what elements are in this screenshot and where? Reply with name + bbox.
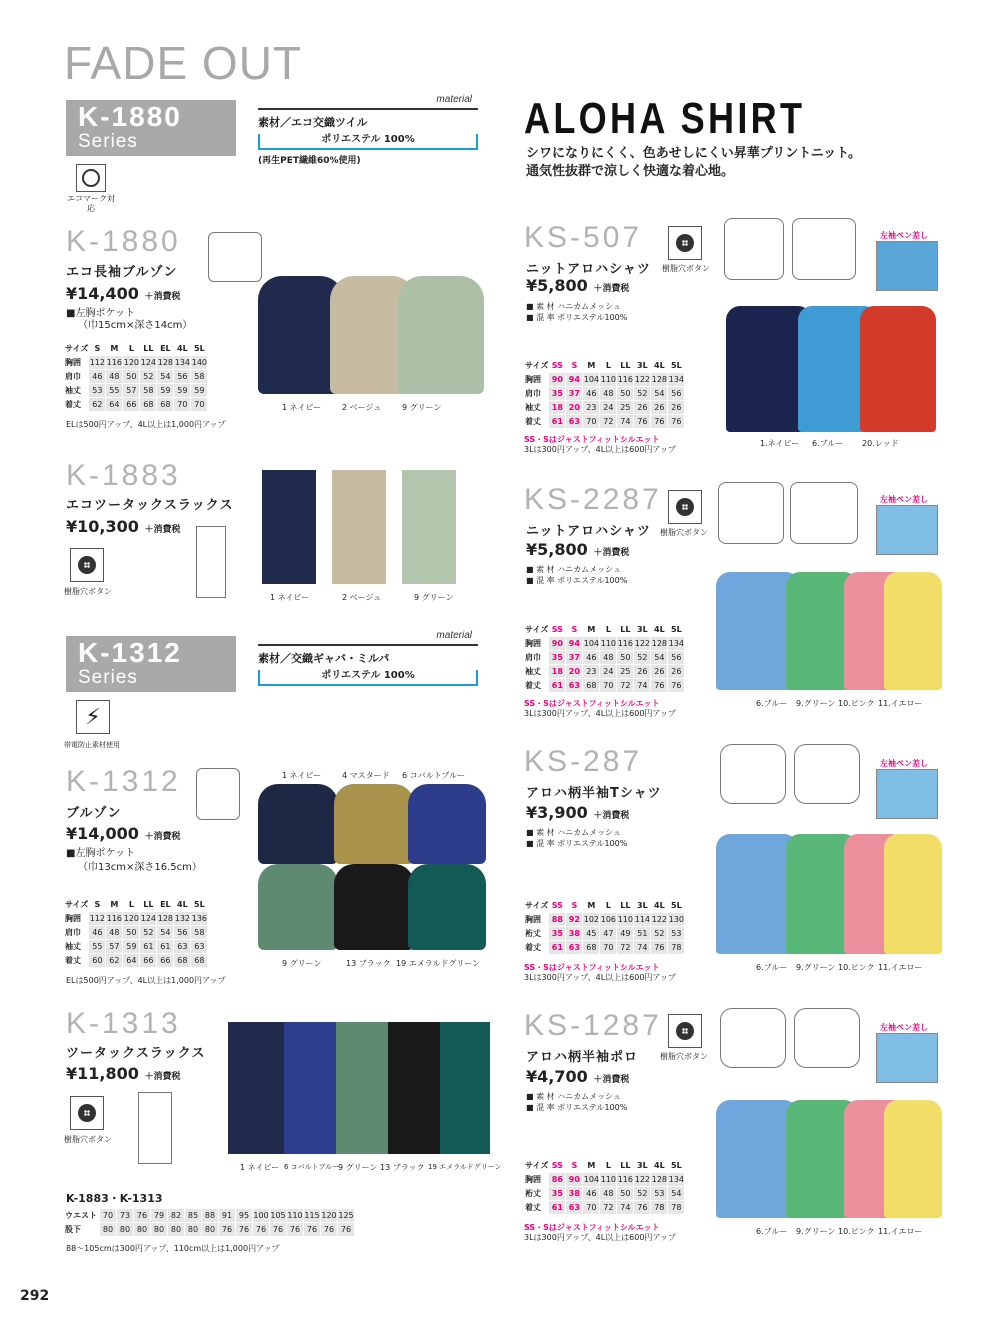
jacket-green — [258, 864, 338, 950]
color-label: 11.イエロー — [878, 1227, 923, 1236]
pants-sketch — [196, 526, 226, 598]
button-icon — [668, 490, 702, 524]
size-table-k1880: サイズ S M L LL EL 4L 5L 胸囲 112 116 120 124 128 134 140 肩巾 46 48 50 52 54 56 58 袖丈 53 55 57 58 59 59 59 着丈 62 64 66 68 68 70 70 — [65, 344, 208, 409]
shirt-sketch-front — [720, 744, 786, 804]
color-label: 9.グリーン — [796, 699, 836, 708]
antistatic-label: 帯電防止素材使用 — [64, 741, 120, 749]
color-label: 1.ネイビー — [760, 439, 800, 448]
series-label: Series — [78, 131, 138, 152]
size-table-ks1287: サイズ SS S M L LL 3L 4L 5L 胸囲 86 90 104 110 116 122 128 134 裄丈 35 38 46 48 50 52 53 54 着丈 61 63 70 72 74 76 78 78 — [525, 1161, 685, 1212]
material-box-k1880 — [258, 94, 478, 166]
product-name: ブルゾン — [66, 806, 122, 821]
shirt-sketch-front — [718, 482, 784, 544]
button-label: 樹脂穴ボタン — [64, 587, 112, 596]
product-name: ニットアロハシャツ — [526, 524, 651, 539]
pants-beige — [332, 470, 386, 584]
material-tag: material — [436, 630, 472, 641]
series-code: K-1312 — [78, 637, 182, 668]
eco-mark-label: エコマーク対応 — [67, 194, 115, 213]
material-text: 素材／交織ギャバ・ミルパ — [258, 652, 390, 665]
product-price: ¥3,900 ＋消費税 — [526, 803, 630, 822]
product-code: K-1883 — [66, 459, 181, 492]
color-label: 1 ネイビー — [270, 593, 310, 602]
pants-cobalt — [284, 1022, 336, 1154]
composition: ポリエステル 100% — [258, 134, 478, 150]
button-icon — [668, 226, 702, 260]
color-label: 2 ベージュ — [342, 593, 382, 602]
product-price: ¥4,700 ＋消費税 — [526, 1067, 630, 1086]
shirt-yellow — [884, 1100, 942, 1218]
material-line: ■ 混 率 ポリエステル100% — [526, 313, 628, 322]
pants-note: 88〜105cmは300円アップ、110cm以上は1,000円アップ — [66, 1244, 280, 1253]
color-label: 6.ブルー — [756, 1227, 788, 1236]
size-note: 3Lは300円アップ、4L以上は600円アップ — [524, 973, 676, 982]
color-label: 6 コバルトブルー — [402, 771, 466, 780]
color-label: 1 ネイビー — [282, 403, 322, 412]
fit-note: SS・Sはジャストフィットシルエット — [524, 699, 660, 708]
eco-mark-icon — [76, 164, 106, 192]
product-price: ¥10,300 ＋消費税 — [66, 517, 181, 536]
jacket-emerald — [408, 864, 486, 950]
pocket-size: （巾15cm×深さ14cm） — [78, 320, 193, 331]
pants-sketch — [138, 1092, 172, 1164]
pants-navy — [262, 470, 316, 584]
sleeve-detail — [876, 505, 938, 555]
fit-note: SS・Sはジャストフィットシルエット — [524, 435, 660, 444]
color-label: 9 グリーン — [414, 593, 454, 602]
button-label: 樹脂穴ボタン — [660, 528, 708, 537]
jacket-navy — [258, 784, 338, 864]
product-name: ツータックスラックス — [66, 1046, 206, 1061]
material-line: ■ 素 材 ハニカムメッシュ — [526, 565, 622, 574]
material-line: ■ 混 率 ポリエステル100% — [526, 576, 628, 585]
button-icon — [70, 1096, 104, 1130]
color-label: 9 グリーン — [338, 1163, 378, 1172]
product-price: ¥14,000 ＋消費税 — [66, 824, 181, 843]
pants-emerald — [440, 1022, 490, 1154]
series-code: K-1880 — [78, 101, 182, 132]
color-label: 13 ブラック — [346, 959, 391, 968]
product-name: エコ長袖ブルゾン — [66, 265, 178, 280]
color-label: 6.ブルー — [756, 699, 788, 708]
button-icon — [70, 548, 104, 582]
material-note: (再生PET繊維60%使用) — [258, 156, 361, 166]
fit-note: SS・Sはジャストフィットシルエット — [524, 1223, 660, 1232]
material-line: ■ 素 材 ハニカムメッシュ — [526, 828, 622, 837]
product-code: KS-2287 — [524, 483, 662, 516]
pen-label: 左袖ペン差し — [880, 495, 928, 504]
size-table-ks507: サイズ SS S M L LL 3L 4L 5L 胸囲 90 94 104 110 116 122 128 134 肩巾 35 37 46 48 50 52 54 56 袖丈 18 20 23 24 25 26 26 26 着丈 61 63 70 72 74 76 76 76 — [525, 361, 685, 426]
product-code: K-1313 — [66, 1007, 181, 1040]
color-label: 19 エメラルドグリーン — [428, 1163, 502, 1171]
jacket-green — [398, 276, 484, 394]
pocket-size: （巾13cm×深さ16.5cm） — [78, 862, 202, 873]
series-badge-k1880 — [66, 100, 236, 156]
button-icon — [668, 1014, 702, 1048]
pants-table-title: K-1883・K-1313 — [66, 1192, 163, 1205]
aloha-title: ALOHA SHIRT — [524, 94, 806, 143]
product-code: KS-507 — [524, 221, 643, 254]
color-label: 6.ブルー — [756, 963, 788, 972]
pants-green — [336, 1022, 390, 1154]
color-label: 10.ピンク — [838, 1227, 875, 1236]
product-price: ¥5,800 ＋消費税 — [526, 276, 630, 295]
pen-label: 左袖ペン差し — [880, 759, 928, 768]
color-label: 9.グリーン — [796, 963, 836, 972]
aloha-desc2: 通気性抜群で涼しく快適な着心地。 — [526, 164, 735, 179]
pen-label: 左袖ペン差し — [880, 1023, 928, 1032]
jacket-sketch — [196, 768, 240, 820]
shirt-sketch-back — [792, 218, 856, 280]
color-label: 10.ピンク — [838, 699, 875, 708]
series-badge-k1312 — [66, 636, 236, 692]
jacket-black — [334, 864, 414, 950]
product-name: アロハ柄半袖Tシャツ — [526, 786, 662, 801]
product-code: K-1312 — [66, 765, 181, 798]
material-box-k1312 — [258, 630, 478, 686]
page-number: 292 — [20, 1288, 50, 1304]
size-table-k1312: サイズ S M L LL EL 4L 5L 胸囲 112 116 120 124 128 132 136 肩巾 46 48 50 52 54 56 58 袖丈 55 57 59 61 61 63 63 着丈 60 62 64 66 66 68 68 — [65, 900, 208, 965]
color-label: 20.レッド — [862, 439, 899, 448]
color-label: 13 ブラック — [380, 1163, 425, 1172]
jacket-mustard — [334, 784, 414, 864]
size-table-ks2287: サイズ SS S M L LL 3L 4L 5L 胸囲 90 94 104 110 116 122 128 134 肩巾 35 37 46 48 50 52 54 56 袖丈 18 20 23 24 25 26 26 26 着丈 61 63 68 70 72 74 76 76 — [525, 625, 685, 690]
material-line: ■ 混 率 ポリエステル100% — [526, 1103, 628, 1112]
product-name: アロハ柄半袖ポロ — [526, 1050, 639, 1065]
button-label: 樹脂穴ボタン — [660, 1052, 708, 1061]
button-label: 樹脂穴ボタン — [662, 264, 710, 273]
product-name: ニットアロハシャツ — [526, 262, 651, 277]
shirt-yellow — [884, 834, 942, 954]
size-note: ELは500円アップ、4L以上は1,000円アップ — [66, 976, 226, 985]
product-price: ¥11,800 ＋消費税 — [66, 1064, 181, 1083]
material-tag: material — [436, 94, 472, 105]
size-note: 3Lは300円アップ、4L以上は600円アップ — [524, 1233, 676, 1242]
jacket-cobalt — [408, 784, 486, 864]
jacket-sketch — [208, 232, 262, 282]
pants-green — [402, 470, 456, 584]
color-label: 6 コバルトブルー — [284, 1163, 340, 1171]
pocket-label: ■左胸ポケット — [66, 848, 135, 859]
shirt-sketch-back — [790, 482, 858, 544]
color-label: 6.ブルー — [812, 439, 844, 448]
color-label: 4 マスタード — [342, 771, 390, 780]
product-name: エコツータックスラックス — [66, 498, 234, 513]
fit-note: SS・Sはジャストフィットシルエット — [524, 963, 660, 972]
color-label: 9 グリーン — [402, 403, 442, 412]
material-line: ■ 素 材 ハニカムメッシュ — [526, 302, 622, 311]
shirt-sketch-front — [720, 1008, 786, 1068]
product-code: KS-1287 — [524, 1009, 662, 1042]
color-label: 9 グリーン — [282, 959, 322, 968]
shirt-yellow — [884, 572, 942, 690]
color-label: 1 ネイビー — [282, 771, 322, 780]
pants-navy — [228, 1022, 284, 1154]
product-code: KS-287 — [524, 745, 643, 778]
series-label: Series — [78, 667, 138, 688]
shirt-sketch-back — [794, 744, 860, 804]
pants-black — [388, 1022, 440, 1154]
material-line: ■ 素 材 ハニカムメッシュ — [526, 1092, 622, 1101]
pocket-label: ■左胸ポケット — [66, 308, 135, 319]
size-note: 3Lは300円アップ、4L以上は600円アップ — [524, 709, 676, 718]
size-note: 3Lは300円アップ、4L以上は600円アップ — [524, 445, 676, 454]
pen-label: 左袖ペン差し — [880, 231, 928, 240]
color-label: 19 エメラルドグリーン — [396, 959, 481, 968]
pants-size-table: ウエスト 70 73 76 79 82 85 88 91 95 100 105 110 115 120 125 股下 80 80 80 80 80 80 80 76 76 76 76 76 76 76 76 — [65, 1211, 354, 1234]
aloha-desc1: シワになりにくく、色あせしにくい昇華プリントニット。 — [526, 146, 862, 161]
sleeve-detail — [876, 1033, 938, 1083]
shirt-sketch-back — [794, 1008, 860, 1068]
antistatic-icon: ⚡ — [76, 700, 110, 734]
shirt-red — [860, 306, 936, 432]
shirt-sketch-front — [724, 218, 784, 280]
size-note: ELは500円アップ、4L以上は1,000円アップ — [66, 420, 226, 429]
color-label: 1 ネイビー — [240, 1163, 280, 1172]
color-label: 9.グリーン — [796, 1227, 836, 1236]
color-label: 2 ベージュ — [342, 403, 382, 412]
color-label: 11.イエロー — [878, 699, 923, 708]
sleeve-detail — [876, 769, 938, 819]
sleeve-detail — [876, 241, 938, 291]
size-table-ks287: サイズ SS S M L LL 3L 4L 5L 胸囲 88 92 102 106 110 114 122 130 裄丈 35 38 45 47 49 51 52 53 着丈 61 63 68 70 72 74 76 78 — [525, 901, 685, 952]
color-label: 10.ピンク — [838, 963, 875, 972]
material-line: ■ 混 率 ポリエステル100% — [526, 839, 628, 848]
material-text: 素材／エコ交織ツイル — [258, 116, 368, 129]
product-code: K-1880 — [66, 225, 181, 258]
product-price: ¥5,800 ＋消費税 — [526, 540, 630, 559]
composition: ポリエステル 100% — [258, 670, 478, 686]
product-price: ¥14,400 ＋消費税 — [66, 284, 181, 303]
page-title: FADE OUT — [64, 37, 303, 89]
button-label: 樹脂穴ボタン — [64, 1135, 112, 1144]
color-label: 11.イエロー — [878, 963, 923, 972]
